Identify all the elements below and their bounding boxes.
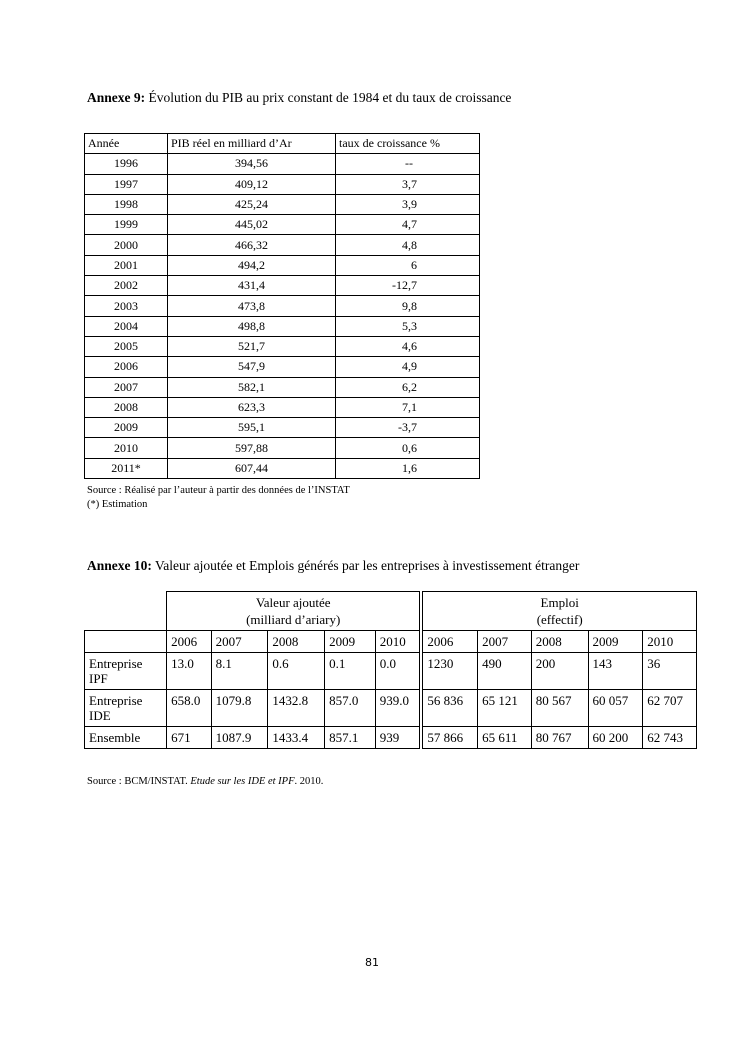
annex10-source <box>87 776 323 787</box>
cell-annee: 2005 <box>85 336 168 356</box>
cell-pib: 597,88 <box>168 438 336 458</box>
cell-taux: 3,7 <box>336 174 480 194</box>
cell-valeur-ajoutee: 13.0 <box>167 653 212 690</box>
cell-valeur-ajoutee: 671 <box>167 727 212 749</box>
cell-emploi: 36 <box>643 653 697 690</box>
table-row <box>85 194 480 214</box>
cell-emploi: 80 567 <box>531 690 588 727</box>
cell-annee: 2010 <box>85 438 168 458</box>
header-annee: Année <box>85 134 168 154</box>
cell-annee: 1997 <box>85 174 168 194</box>
cell-pib: 473,8 <box>168 296 336 316</box>
cell-emploi: 62 743 <box>643 727 697 749</box>
cell-annee: 2001 <box>85 255 168 275</box>
cell-annee: 1999 <box>85 215 168 235</box>
group-emploi <box>423 592 697 631</box>
cell-taux: 9,8 <box>336 296 480 316</box>
cell-valeur-ajoutee: 658.0 <box>167 690 212 727</box>
table-row <box>85 235 480 255</box>
cell-annee: 1996 <box>85 154 168 174</box>
cell-emploi: 80 767 <box>531 727 588 749</box>
year-cell-va: 2008 <box>268 631 325 653</box>
table-row <box>85 276 480 296</box>
years-label-cell <box>85 631 167 653</box>
cell-pib: 547,9 <box>168 357 336 377</box>
annex9-note: (*) Estimation <box>87 499 148 510</box>
table-row <box>85 357 480 377</box>
header-taux: taux de croissance % <box>336 134 480 154</box>
group-valeur-line2: (milliard d’ariary) <box>246 612 341 627</box>
cell-pib: 494,2 <box>168 255 336 275</box>
table-row <box>85 727 697 749</box>
cell-pib: 521,7 <box>168 336 336 356</box>
ide-years-row <box>85 631 697 653</box>
cell-pib: 582,1 <box>168 377 336 397</box>
cell-valeur-ajoutee: 1087.9 <box>211 727 268 749</box>
table-row <box>85 438 480 458</box>
cell-pib: 431,4 <box>168 276 336 296</box>
cell-taux: 3,9 <box>336 194 480 214</box>
year-cell-emploi: 2006 <box>423 631 478 653</box>
cell-valeur-ajoutee: 8.1 <box>211 653 268 690</box>
annex10-label: Annexe 10: <box>87 558 152 573</box>
cell-pib: 595,1 <box>168 418 336 438</box>
annex9-heading <box>87 90 511 106</box>
ide-group-row <box>85 592 697 631</box>
year-cell-emploi: 2008 <box>531 631 588 653</box>
cell-pib: 466,32 <box>168 235 336 255</box>
cell-emploi: 200 <box>531 653 588 690</box>
table-row <box>85 174 480 194</box>
cell-taux: 6,2 <box>336 377 480 397</box>
table-row <box>85 458 480 478</box>
cell-taux: 4,8 <box>336 235 480 255</box>
row-label <box>85 727 167 749</box>
cell-pib: 445,02 <box>168 215 336 235</box>
page-number: 81 <box>365 956 379 969</box>
table-row <box>85 316 480 336</box>
row-label-line1: Entreprise <box>89 693 143 708</box>
pib-table <box>84 133 480 479</box>
group-emploi-line1: Emploi <box>540 595 579 610</box>
row-label-line1: Ensemble <box>89 730 141 745</box>
cell-valeur-ajoutee: 0.0 <box>375 653 420 690</box>
cell-valeur-ajoutee: 939 <box>375 727 420 749</box>
year-cell-va: 2009 <box>325 631 376 653</box>
cell-annee: 2004 <box>85 316 168 336</box>
cell-pib: 425,24 <box>168 194 336 214</box>
cell-pib: 394,56 <box>168 154 336 174</box>
annex9-source: Source : Réalisé par l’auteur à partir des données de l’INSTAT <box>87 485 350 496</box>
year-cell-emploi: 2010 <box>643 631 697 653</box>
cell-emploi: 65 121 <box>478 690 532 727</box>
table-row <box>85 377 480 397</box>
table-row <box>85 255 480 275</box>
cell-annee: 2011* <box>85 458 168 478</box>
table-row <box>85 653 697 690</box>
cell-annee: 2003 <box>85 296 168 316</box>
year-cell-emploi: 2007 <box>478 631 532 653</box>
year-cell-va: 2007 <box>211 631 268 653</box>
row-label-line2: IDE <box>89 708 111 723</box>
cell-taux: 0,6 <box>336 438 480 458</box>
pib-table-header <box>85 134 480 154</box>
table-row <box>85 154 480 174</box>
cell-taux: -- <box>336 154 480 174</box>
cell-pib: 498,8 <box>168 316 336 336</box>
cell-emploi: 60 057 <box>588 690 643 727</box>
cell-taux: 4,6 <box>336 336 480 356</box>
annex10-heading <box>87 558 579 574</box>
row-label-line1: Entreprise <box>89 656 143 671</box>
cell-annee: 1998 <box>85 194 168 214</box>
table-row <box>85 336 480 356</box>
table-row <box>85 215 480 235</box>
cell-taux: 4,7 <box>336 215 480 235</box>
row-label-line2: IPF <box>89 671 108 686</box>
group-valeur-line1: Valeur ajoutée <box>255 595 331 610</box>
cell-valeur-ajoutee: 857.1 <box>325 727 376 749</box>
cell-emploi: 490 <box>478 653 532 690</box>
cell-taux: -12,7 <box>336 276 480 296</box>
annex10-title: Valeur ajoutée et Emplois générés par les entreprises à investissement étranger <box>151 558 580 573</box>
ide-table <box>84 591 697 749</box>
cell-emploi: 56 836 <box>423 690 478 727</box>
cell-emploi: 57 866 <box>423 727 478 749</box>
cell-annee: 2002 <box>85 276 168 296</box>
cell-annee: 2009 <box>85 418 168 438</box>
header-pib: PIB réel en milliard d’Ar <box>168 134 336 154</box>
cell-valeur-ajoutee: 857.0 <box>325 690 376 727</box>
table-row <box>85 296 480 316</box>
cell-pib: 607,44 <box>168 458 336 478</box>
cell-emploi: 60 200 <box>588 727 643 749</box>
annex10-source-prefix: Source : BCM/INSTAT. <box>87 776 191 787</box>
annex10-source-italic: Etude sur les IDE et IPF <box>190 776 295 787</box>
cell-valeur-ajoutee: 1433.4 <box>268 727 325 749</box>
annex10-source-suffix: . 2010. <box>294 776 324 787</box>
cell-taux: 5,3 <box>336 316 480 336</box>
table-row <box>85 418 480 438</box>
cell-pib: 409,12 <box>168 174 336 194</box>
cell-annee: 2006 <box>85 357 168 377</box>
row-label <box>85 690 167 727</box>
cell-valeur-ajoutee: 1079.8 <box>211 690 268 727</box>
group-valeur-ajoutee <box>167 592 420 631</box>
annex9-title: Évolution du PIB au prix constant de 1984 et du taux de croissance <box>145 90 512 105</box>
cell-valeur-ajoutee: 0.1 <box>325 653 376 690</box>
row-label <box>85 653 167 690</box>
cell-valeur-ajoutee: 939.0 <box>375 690 420 727</box>
cell-valeur-ajoutee: 0.6 <box>268 653 325 690</box>
cell-emploi: 65 611 <box>478 727 532 749</box>
cell-valeur-ajoutee: 1432.8 <box>268 690 325 727</box>
cell-taux: 7,1 <box>336 397 480 417</box>
corner-cell <box>85 592 167 631</box>
table-row <box>85 690 697 727</box>
cell-annee: 2008 <box>85 397 168 417</box>
cell-emploi: 143 <box>588 653 643 690</box>
year-cell-emploi: 2009 <box>588 631 643 653</box>
cell-annee: 2000 <box>85 235 168 255</box>
cell-emploi: 1230 <box>423 653 478 690</box>
cell-taux: -3,7 <box>336 418 480 438</box>
cell-emploi: 62 707 <box>643 690 697 727</box>
year-cell-va: 2010 <box>375 631 420 653</box>
cell-pib: 623,3 <box>168 397 336 417</box>
group-emploi-line2: (effectif) <box>536 612 583 627</box>
cell-annee: 2007 <box>85 377 168 397</box>
cell-taux: 4,9 <box>336 357 480 377</box>
table-row <box>85 397 480 417</box>
annex9-label: Annexe 9: <box>87 90 146 105</box>
cell-taux: 1,6 <box>336 458 480 478</box>
cell-taux: 6 <box>336 255 480 275</box>
year-cell-va: 2006 <box>167 631 212 653</box>
